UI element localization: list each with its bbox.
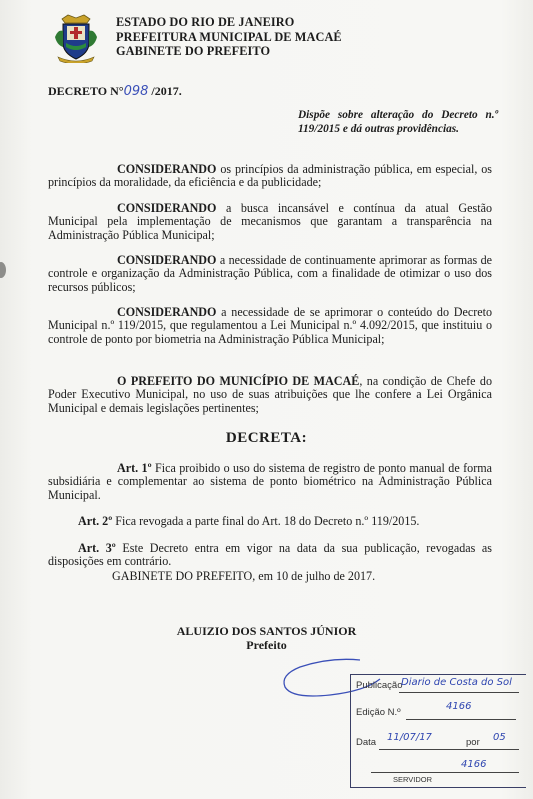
stamp-servidor-label: SERVIDOR [393,775,433,784]
prefeito-clause-lead: O PREFEITO DO MUNICÍPIO DE MACAÉ [117,374,360,388]
decree-suffix: /2017. [151,84,182,98]
considerando-3 [48,254,492,294]
article-lead: Art. 3º [78,541,116,555]
article-lead: Art. 2º [78,514,113,528]
letterhead-state: ESTADO DO RIO DE JANEIRO [116,15,295,29]
stamp-publicacao-label: Publicação [356,680,403,691]
decree-number [48,84,182,99]
considerando-4 [48,306,492,346]
considerando-text: a necessidade de continuamente aprimorar as formas de controle e organização da Administração Pública, com a finalidade de otimizar o uso dos recursos públicos; [48,253,492,294]
letterhead-gabinete: GABINETE DO PREFEITO [116,44,271,58]
coat-of-arms-icon [54,13,98,63]
prefeito-clause [48,375,492,415]
article-text: Fica proibido o uso do sistema de registro de ponto manual de forma subsidiária e complementar ao sistema de ponto biométrico na Administração Pública Municipal. [48,461,492,502]
stamp-servidor-value: 4166 [461,759,487,770]
considerando-text: os princípios da administração pública, em especial, os princípios da moralidade, da eficiência e da publicidade; [48,162,492,190]
stamp-por-value: 05 [493,732,506,743]
considerando-lead: CONSIDERANDO [117,201,217,215]
considerando-2 [48,202,492,242]
signatory-title: Prefeito [246,638,287,652]
stamp-edicao-value: 4166 [446,701,472,712]
letterhead-prefeitura: PREFEITURA MUNICIPAL DE MACAÉ [116,29,342,44]
considerando-1 [48,163,492,190]
stamp-data-value: 11/07/17 [387,732,432,743]
stamp-rule [371,772,519,773]
considerando-lead: CONSIDERANDO [117,305,217,319]
stamp-publicacao-value: Diario de Costa do Sol [401,677,512,688]
decree-summary: Dispõe sobre alteração do Decreto n.º 119/2015 e dá outras providências. [298,109,498,135]
considerando-lead: CONSIDERANDO [117,162,217,176]
stamp-rule [379,749,519,750]
punch-hole [0,262,6,278]
stamp-edicao-label: Edição N.º [356,707,401,718]
publication-stamp [350,674,526,788]
stamp-rule [399,692,519,693]
decree-handwritten-number: 098 [123,84,149,99]
decree-prefix: DECRETO N° [48,84,124,98]
article-text: Fica revogada a parte final do Art. 18 do Decreto n.º 119/2015. [112,514,420,528]
considerando-lead: CONSIDERANDO [117,253,217,267]
article-1 [48,462,492,502]
article-text: Este Decreto entra em vigor na data da sua publicação, revogadas as disposições em contrário. [48,541,492,569]
article-3 [48,542,492,569]
considerando-text: a necessidade de se aprimorar o conteúdo do Decreto Municipal n.º 119/2015, que regulamentou a Lei Municipal n.º 4.092/2015, que instituiu o controle de ponto por biometria na Administração Pública Municipal; [48,305,492,346]
stamp-rule [406,719,516,720]
decreta-heading: DECRETA: [225,430,308,446]
stamp-data-label: Data [356,737,377,748]
stamp-por-label: por [466,737,480,748]
prefeito-clause-text: , na condição de Chefe do Poder Executivo Municipal, no uso de suas atribuições que lhe confere a Lei Orgânica Municipal e demais legislações pertinentes; [48,374,492,415]
closing-line: GABINETE DO PREFEITO, em 10 de julho de 2017. [112,569,376,583]
letterhead [116,15,342,59]
article-2 [48,515,492,528]
signatory-name: ALUIZIO DOS SANTOS JÚNIOR [176,624,357,638]
considerando-text: a busca incansável e contínua da atual Gestão Municipal pela implementação de mecanismos que garantam a transparência na Administração Pública Municipal; [48,201,492,242]
article-lead: Art. 1º [117,461,152,475]
